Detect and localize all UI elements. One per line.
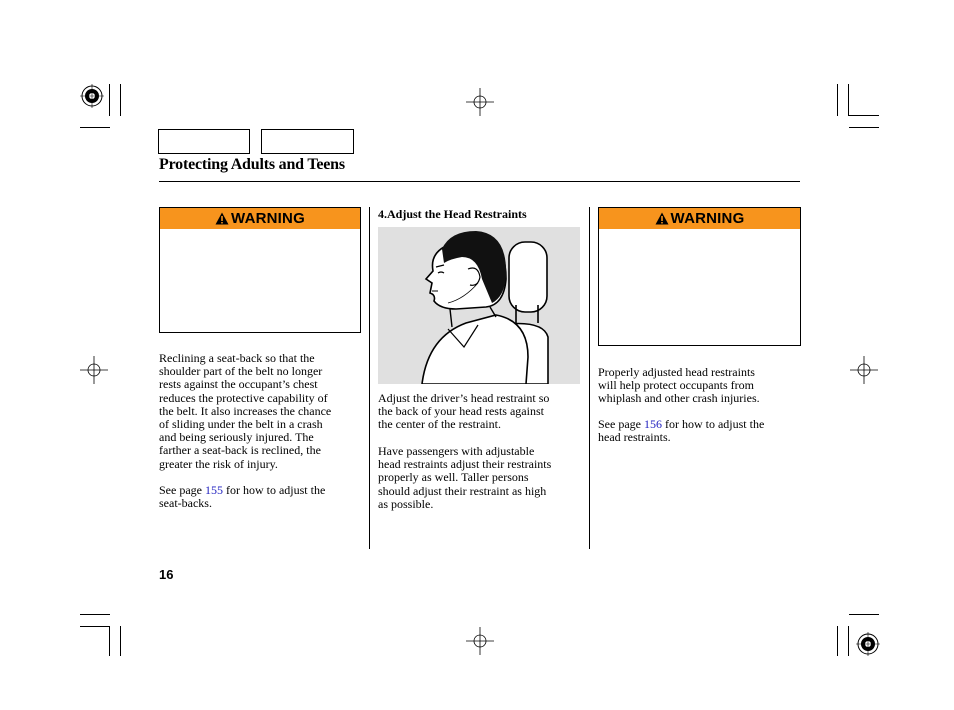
page-link-155[interactable]: 155 — [204, 483, 223, 497]
text-line: and being seriously injured. The — [159, 430, 314, 445]
text-line: Adjust the driver’s head restraint so — [378, 391, 550, 405]
text-line: greater the risk of injury. — [159, 456, 278, 471]
crosshair-icon — [80, 356, 108, 384]
text-line: farther a seat-back is reclined, the — [159, 443, 321, 458]
warning-header — [160, 208, 360, 229]
text-line: shoulder part of the belt no longer — [159, 364, 323, 379]
text-line: should adjust their restraint as high — [378, 483, 547, 498]
text-line: rests against the occupant’s chest — [159, 377, 318, 392]
middle-paragraph-2 — [378, 445, 584, 511]
warning-label: WARNING — [231, 210, 305, 227]
column-divider — [589, 207, 590, 549]
text-line: will help protect occupants from — [598, 378, 754, 393]
section-subheading: 4.Adjust the Head Restraints — [378, 207, 527, 221]
crosshair-icon — [466, 88, 494, 116]
head-restraint-illustration-icon — [378, 227, 580, 384]
text-line: properly as well. Taller persons — [378, 470, 529, 485]
warning-triangle-icon — [215, 212, 229, 225]
right-see-page — [598, 418, 803, 444]
text-line: Properly adjusted head restraints — [598, 365, 755, 379]
warning-triangle-icon — [655, 212, 669, 225]
see-page-prefix: See page — [159, 483, 205, 497]
page-title: Protecting Adults and Teens — [159, 156, 345, 173]
text-line: as possible. — [378, 496, 434, 511]
text-line: seat-backs. — [159, 496, 212, 511]
page-link-156[interactable]: 156 — [643, 417, 662, 431]
registration-target-icon — [80, 84, 104, 108]
registration-target-icon — [856, 632, 880, 656]
section-tab-1[interactable] — [158, 129, 250, 154]
text-line: reduces the protective capability of — [159, 390, 328, 405]
text-line: the belt. It also increases the chance — [159, 403, 332, 418]
head-restraint-figure — [378, 227, 580, 384]
text-line: head restraints adjust their restraints — [378, 457, 552, 472]
text-line: head restraints. — [598, 430, 671, 445]
text-line: Reclining a seat-back so that the — [159, 351, 315, 365]
warning-box — [159, 207, 361, 333]
left-paragraph — [159, 352, 364, 471]
column-divider — [369, 207, 370, 549]
text-line: the center of the restraint. — [378, 417, 501, 432]
text-line: Have passengers with adjustable — [378, 444, 535, 458]
title-rule — [159, 181, 800, 182]
left-see-page — [159, 484, 364, 510]
see-page-prefix: See page — [598, 417, 644, 431]
warning-box — [598, 207, 801, 346]
see-page-suffix: for how to adjust the — [661, 417, 765, 431]
crosshair-icon — [466, 627, 494, 655]
text-line: of sliding under the belt in a crash — [159, 417, 323, 432]
warning-header — [599, 208, 800, 229]
see-page-suffix: for how to adjust the — [222, 483, 326, 497]
warning-label: WARNING — [670, 210, 745, 227]
page-number: 16 — [159, 567, 174, 582]
middle-paragraph-1 — [378, 392, 584, 432]
text-line: whiplash and other crash injuries. — [598, 391, 760, 406]
right-paragraph — [598, 366, 803, 406]
text-line: the back of your head rests against — [378, 404, 544, 419]
crosshair-icon — [850, 356, 878, 384]
section-tab-2[interactable] — [261, 129, 354, 154]
